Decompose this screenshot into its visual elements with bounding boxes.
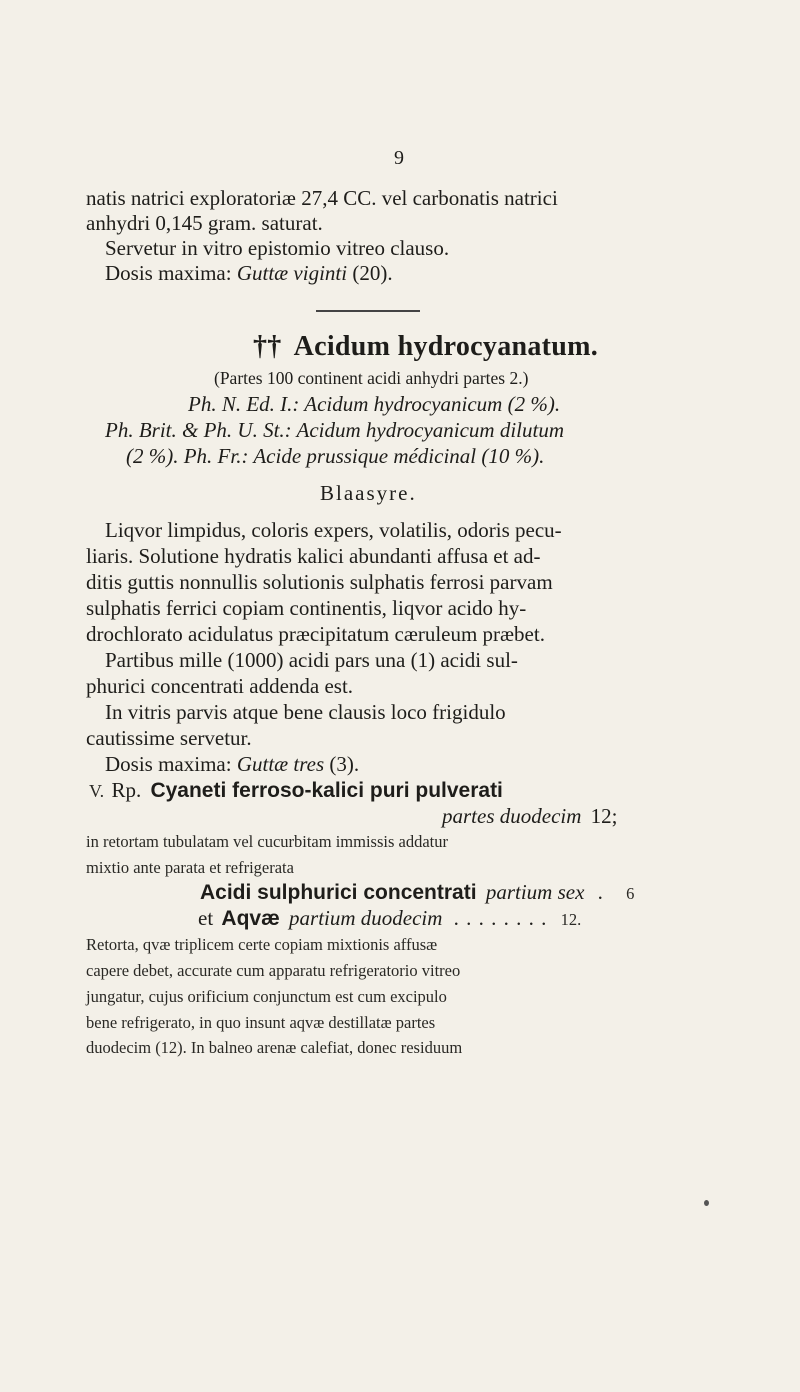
dosis-number: (20). xyxy=(347,261,393,285)
dosis-label: Dosis maxima: xyxy=(105,261,237,285)
text-line: ditis guttis nonnullis solutionis sulphatis ferrosi parvam xyxy=(86,570,553,594)
section-title xyxy=(253,331,598,363)
text-line: Partibus mille (1000) acidi pars una (1) acidi sul- xyxy=(105,648,518,672)
text-line: capere debet, accurate cum apparatu refrigeratorio vitreo xyxy=(86,961,461,980)
rp-label: Rp. xyxy=(111,778,142,802)
ingredient-name: Aqvæ xyxy=(221,907,280,930)
text-line: natis natrici exploratoriæ 27,4 CC. vel carbonatis natrici xyxy=(86,186,558,210)
text-line: cautissime servetur. xyxy=(86,726,252,750)
text-line: in retortam tubulatam vel cucurbitam immissis addatur xyxy=(86,832,448,851)
page-number: 9 xyxy=(394,147,404,169)
dosis-number: (3). xyxy=(324,752,360,776)
text-line: bene refrigerato, in quo insunt aqvæ destillatæ partes xyxy=(86,1013,436,1032)
quantity-text: partium sex xyxy=(485,880,585,904)
text-line: liaris. Solutione hydratis kalici abundanti affusa et ad- xyxy=(86,544,541,568)
text-line: duodecim (12). In balneo arenæ calefiat, donec residuum xyxy=(86,1038,463,1057)
ink-speck xyxy=(704,1200,709,1206)
dosis-line xyxy=(105,261,393,286)
dosis-line xyxy=(105,752,359,777)
text-line: drochlorato acidulatus præcipitatum cæruleum præbet. xyxy=(86,622,545,646)
leader-dots: . . . . . . . . xyxy=(453,906,548,930)
conjunction: et xyxy=(198,906,214,930)
dosis-amount: Guttæ viginti xyxy=(236,261,348,285)
pharmacopoeia-ref: Ph. N. Ed. I.: Acidum hydrocyanicum (2 %). xyxy=(188,392,561,416)
recipe-header xyxy=(89,778,503,804)
quantity-number: 12; xyxy=(590,804,618,828)
text-line: Liqvor limpidus, coloris expers, volatilis, odoris pecu- xyxy=(105,518,562,542)
dosis-amount: Guttæ tres xyxy=(236,752,325,776)
text-line: mixtio ante parata et refrigerata xyxy=(86,858,294,877)
v-mark: V. xyxy=(89,781,105,801)
ingredient-line xyxy=(200,880,634,907)
section-title-text: Acidum hydrocyanatum. xyxy=(293,331,599,362)
leader-dot: . xyxy=(597,880,603,904)
section-subtitle: (Partes 100 continent acidi anhydri partes 2.) xyxy=(214,368,529,388)
pharmacopoeia-ref: (2 %). Ph. Fr.: Acide prussique médicinal (10 %). xyxy=(126,444,545,468)
ingredient-name: Cyaneti ferroso-kalici puri pulverati xyxy=(150,779,503,802)
text-line: jungatur, cujus orificium conjunctum est cum excipulo xyxy=(86,987,447,1006)
text-line: Servetur in vitro epistomio vitreo clauso. xyxy=(105,236,450,260)
quantity-number: 6 xyxy=(626,884,635,903)
pharmacopoeia-ref: Ph. Brit. & Ph. U. St.: Acidum hydrocyanicum dilutum xyxy=(105,418,565,442)
ingredient-line xyxy=(198,906,581,933)
dagger-mark: †† xyxy=(253,331,282,362)
quantity-number: 12. xyxy=(560,910,582,929)
section-divider xyxy=(316,310,420,312)
text-line: anhydri 0,145 gram. saturat. xyxy=(86,211,323,235)
ingredient-quantity xyxy=(442,804,618,829)
text-line: sulphatis ferrici copiam continentis, liqvor acido hy- xyxy=(86,596,527,620)
text-line: phurici concentrati addenda est. xyxy=(86,674,354,698)
ingredient-name: Acidi sulphurici concentrati xyxy=(200,881,477,904)
quantity-text: partes duodecim xyxy=(442,804,582,828)
text-line: Retorta, qvæ triplicem certe copiam mixtionis affusæ xyxy=(86,935,438,954)
dosis-label: Dosis maxima: xyxy=(105,752,237,776)
quantity-text: partium duodecim xyxy=(289,906,443,930)
text-line: In vitris parvis atque bene clausis loco frigidulo xyxy=(105,700,506,724)
danish-name: Blaasyre. xyxy=(320,481,417,505)
